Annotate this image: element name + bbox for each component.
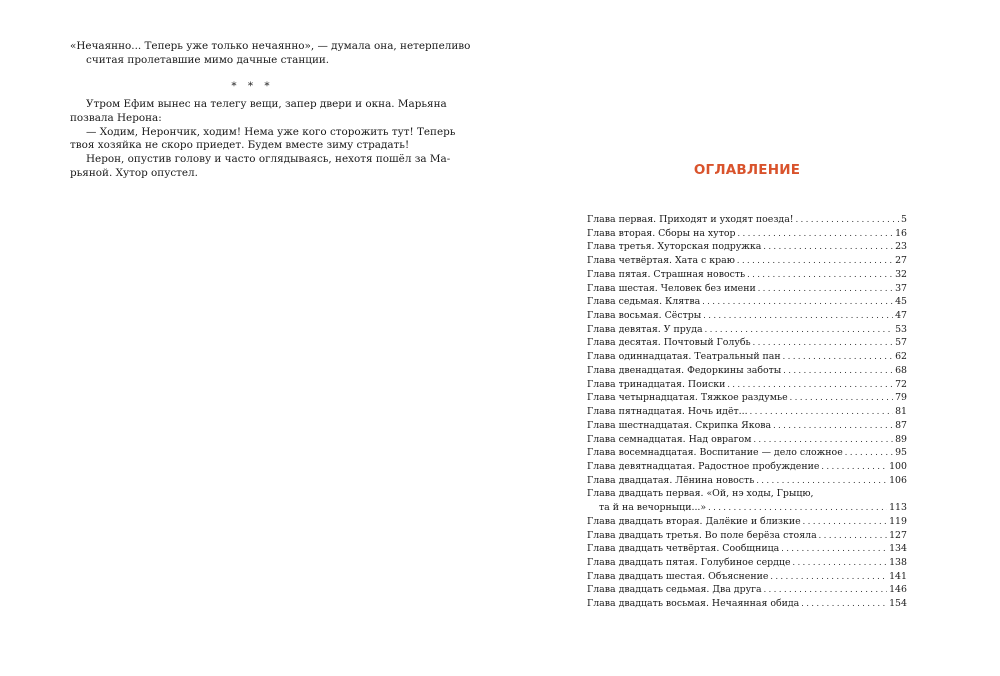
- toc-leader-dots: [770, 570, 887, 584]
- toc-leader-dots: [764, 583, 888, 597]
- toc-entry-page: 53: [895, 323, 907, 335]
- table-of-contents: [587, 213, 907, 611]
- toc-entry-page: 138: [889, 556, 907, 568]
- section-break-ornament: * * *: [231, 79, 274, 92]
- toc-leader-dots: [783, 350, 893, 364]
- toc-entry[interactable]: [587, 460, 907, 474]
- text-line: Утром Ефим вынес на телегу вещи, запер двери и окна. Марьяна: [86, 97, 447, 110]
- toc-leader-dots: [821, 460, 887, 474]
- toc-entry-page: 106: [889, 474, 907, 486]
- toc-entry[interactable]: [587, 213, 907, 227]
- toc-leader-dots: [801, 597, 887, 611]
- toc-leader-dots: [793, 556, 888, 570]
- toc-entry-title: Глава двадцать шестая. Объяснение: [587, 570, 769, 582]
- toc-entry[interactable]: [587, 268, 907, 282]
- toc-entry[interactable]: [587, 309, 907, 323]
- toc-entry-title: Глава одиннадцатая. Театральный пан: [587, 351, 781, 363]
- toc-entry[interactable]: [587, 474, 907, 488]
- toc-entry[interactable]: [587, 282, 907, 296]
- toc-entry[interactable]: [587, 542, 907, 556]
- toc-entry-title: Глава пятая. Страшная новость: [587, 268, 746, 280]
- toc-leader-dots: [708, 501, 887, 515]
- toc-entry-title: Глава семнадцатая. Над оврагом: [587, 433, 752, 445]
- toc-entry[interactable]: [587, 501, 907, 515]
- toc-heading: ОГЛАВЛЕНИЕ: [693, 162, 801, 178]
- toc-entry[interactable]: [587, 405, 907, 419]
- toc-leader-dots: [781, 542, 887, 556]
- toc-entry-page: 27: [895, 255, 907, 267]
- text-line: Нерон, опустив голову и часто оглядываясь, нехотя пошёл за Ма-: [86, 153, 451, 166]
- toc-entry-page: 95: [895, 447, 907, 459]
- toc-entry-title: Глава восемнадцатая. Воспитание — дело сложное: [587, 447, 843, 459]
- toc-entry[interactable]: [587, 419, 907, 433]
- toc-entry-title: Глава девятнадцатая. Радостное пробуждение: [587, 460, 820, 472]
- toc-leader-dots: [705, 323, 893, 337]
- toc-entry-page: 37: [895, 282, 907, 294]
- toc-entry-page: 47: [895, 310, 907, 322]
- toc-leader-dots: [738, 227, 894, 241]
- toc-leader-dots: [783, 364, 893, 378]
- toc-leader-dots: [773, 419, 893, 433]
- toc-entry-title: Глава тринадцатая. Поиски: [587, 378, 726, 390]
- toc-entry-title: Глава двадцать пятая. Голубиное сердце: [587, 556, 791, 568]
- toc-entry-title: Глава четвёртая. Хата с краю: [587, 255, 735, 267]
- toc-entry-page: 113: [889, 502, 907, 514]
- toc-entry-page: 57: [895, 337, 907, 349]
- text-line: позвала Нерона:: [70, 111, 162, 124]
- toc-entry[interactable]: [587, 515, 907, 529]
- text-line: твоя хозяйка не скоро приедет. Будем вместе зиму страдать!: [70, 139, 410, 152]
- text-line: рьяной. Хутор опустел.: [70, 167, 198, 180]
- toc-entry-page: 141: [889, 570, 907, 582]
- toc-entry-title: Глава четырнадцатая. Тяжкое раздумье: [587, 392, 788, 404]
- toc-entry-page: 119: [889, 515, 907, 527]
- toc-entry-page: 32: [895, 268, 907, 280]
- toc-entry-page: 87: [895, 419, 907, 431]
- toc-leader-dots: [790, 391, 893, 405]
- toc-leader-dots: [756, 474, 887, 488]
- toc-entry-title: Глава третья. Хуторская подружка: [587, 241, 762, 253]
- toc-entry-title: Глава двадцать вторая. Далёкие и близкие: [587, 515, 801, 527]
- toc-leader-dots: [758, 282, 893, 296]
- toc-leader-dots: [763, 240, 893, 254]
- toc-leader-dots: [796, 213, 899, 227]
- toc-entry-page: 89: [895, 433, 907, 445]
- toc-leader-dots: [819, 529, 887, 543]
- toc-entry-title: Глава двадцатая. Лёнина новость: [587, 474, 755, 486]
- toc-leader-dots: [845, 446, 893, 460]
- toc-entry[interactable]: [587, 378, 907, 392]
- toc-entry[interactable]: [587, 433, 907, 447]
- toc-entry-title: Глава шестая. Человек без имени: [587, 282, 756, 294]
- text-line: — Ходим, Нерончик, ходим! Нема уже кого сторожить тут! Теперь: [86, 125, 456, 138]
- toc-entry-page: 45: [895, 296, 907, 308]
- toc-entry[interactable]: [587, 597, 907, 611]
- toc-entry-title: Глава седьмая. Клятва: [587, 296, 701, 308]
- toc-entry-page: 72: [895, 378, 907, 390]
- toc-leader-dots: [803, 515, 887, 529]
- toc-entry[interactable]: [587, 364, 907, 378]
- toc-entry-title: Глава двадцать восьмая. Нечаянная обида: [587, 598, 800, 610]
- toc-leader-dots: [753, 433, 893, 447]
- toc-leader-dots: [753, 336, 893, 350]
- toc-leader-dots: [702, 295, 893, 309]
- toc-entry[interactable]: [587, 556, 907, 570]
- toc-leader-dots: [727, 378, 893, 392]
- toc-entry-title: Глава двадцать седьмая. Два друга: [587, 584, 762, 596]
- toc-entry-title: Глава девятая. У пруда: [587, 323, 703, 335]
- toc-entry-page: 23: [895, 241, 907, 253]
- toc-entry-title: Глава двадцать третья. Во поле берёза стояла: [587, 529, 817, 541]
- toc-entry[interactable]: [587, 529, 907, 543]
- toc-entry-title: Глава первая. Приходят и уходят поезда!: [587, 214, 794, 225]
- toc-leader-dots: [737, 254, 893, 268]
- paragraph: [70, 153, 451, 181]
- toc-entry[interactable]: [587, 227, 907, 241]
- toc-entry[interactable]: [587, 323, 907, 337]
- toc-entry-page: 5: [901, 214, 907, 225]
- toc-entry-title: Глава двадцать первая. «Ой, нэ ходы, Грыцю,: [587, 488, 814, 500]
- toc-entry-page: 127: [889, 529, 907, 541]
- paragraph: [70, 97, 447, 126]
- toc-entry-title: Глава двенадцатая. Федоркины заботы: [587, 364, 782, 376]
- text-line: считая пролетавшие мимо дачные станции.: [86, 53, 330, 66]
- toc-entry[interactable]: [587, 350, 907, 364]
- toc-entry-page: 100: [889, 460, 907, 472]
- toc-entry-page: 68: [895, 364, 907, 376]
- toc-leader-dots: [703, 309, 893, 323]
- toc-entry-page: 154: [889, 598, 907, 610]
- toc-entry-page: 134: [889, 543, 907, 555]
- toc-entry[interactable]: [587, 487, 907, 501]
- toc-entry[interactable]: [587, 254, 907, 268]
- toc-entry-title: Глава пятнадцатая. Ночь идёт...: [587, 406, 748, 418]
- toc-leader-dots: [750, 405, 893, 419]
- toc-entry-page: 81: [895, 406, 907, 418]
- toc-entry-page: 79: [895, 392, 907, 404]
- toc-entry-page: 62: [895, 351, 907, 363]
- toc-entry-title: Глава шестнадцатая. Скрипка Якова: [587, 419, 772, 431]
- paragraph: [70, 40, 471, 68]
- toc-leader-dots: [747, 268, 893, 282]
- toc-entry-page: 16: [895, 227, 907, 239]
- toc-entry-title: Глава восьмая. Сёстры: [587, 310, 702, 322]
- toc-entry-title: Глава вторая. Сборы на хутор: [587, 227, 736, 239]
- toc-entry[interactable]: [587, 446, 907, 460]
- toc-entry-title: та й на вечорныци...»: [599, 502, 707, 514]
- toc-entry-title: Глава десятая. Почтовый Голубь: [587, 337, 751, 349]
- paragraph: [70, 125, 456, 154]
- toc-entry[interactable]: [587, 583, 907, 597]
- toc-entry[interactable]: [587, 295, 907, 309]
- text-line: «Нечаянно... Теперь уже только нечаянно», — думала она, нетерпеливо: [70, 40, 471, 52]
- toc-entry[interactable]: [587, 391, 907, 405]
- toc-entry-title: Глава двадцать четвёртая. Сообщница: [587, 543, 780, 555]
- toc-entry-page: 146: [889, 584, 907, 596]
- toc-entry[interactable]: [587, 336, 907, 350]
- toc-entry[interactable]: [587, 570, 907, 584]
- toc-entry[interactable]: [587, 240, 907, 254]
- left-page-text: [70, 40, 471, 181]
